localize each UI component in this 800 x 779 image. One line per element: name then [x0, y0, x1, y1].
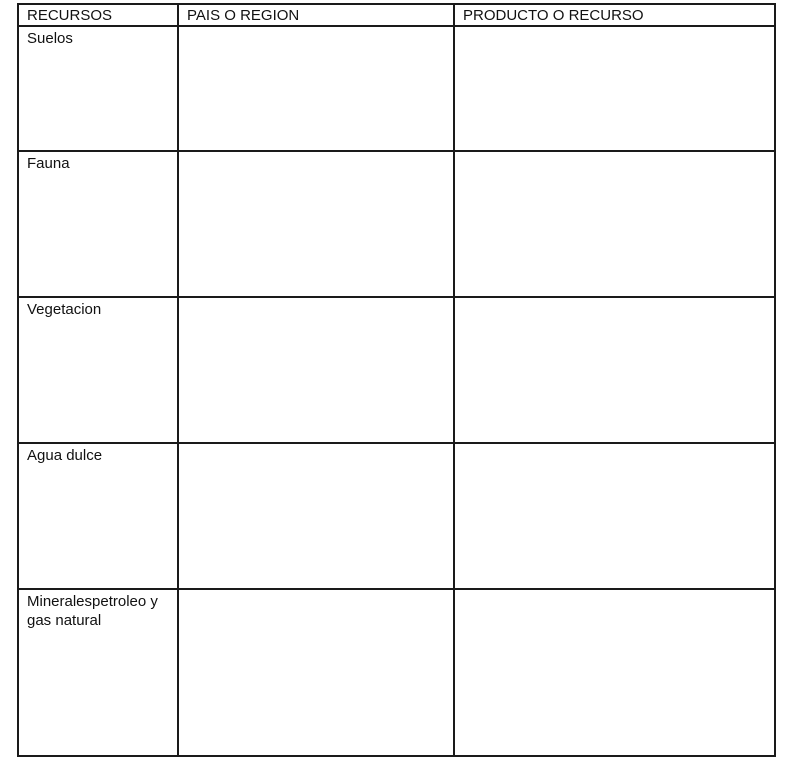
- header-recursos: RECURSOS: [18, 4, 178, 26]
- resource-label: Agua dulce: [27, 447, 103, 464]
- resource-label: Vegetacion: [27, 301, 102, 318]
- table-row: [18, 151, 775, 297]
- resource-cell: [18, 443, 178, 589]
- region-cell[interactable]: [178, 26, 454, 151]
- region-cell[interactable]: [178, 297, 454, 443]
- product-cell[interactable]: [454, 297, 775, 443]
- resource-cell: [18, 26, 178, 151]
- product-cell[interactable]: [454, 589, 775, 756]
- product-cell[interactable]: [454, 443, 775, 589]
- region-cell[interactable]: [178, 589, 454, 756]
- table-row: [18, 443, 775, 589]
- table-row: [18, 26, 775, 151]
- resource-label: Mineralespetroleo y gas natural: [27, 593, 158, 629]
- header-row: [18, 4, 775, 26]
- table-row: [18, 589, 775, 756]
- region-cell[interactable]: [178, 151, 454, 297]
- resource-label: Suelos: [27, 30, 73, 47]
- header-pais-o-region: PAIS O REGION: [178, 4, 454, 26]
- table-row: [18, 297, 775, 443]
- header-producto-o-recurso: PRODUCTO O RECURSO: [454, 4, 775, 26]
- resource-cell: [18, 151, 178, 297]
- resource-label: Fauna: [27, 155, 70, 172]
- product-cell[interactable]: [454, 26, 775, 151]
- region-cell[interactable]: [178, 443, 454, 589]
- resource-cell: [18, 589, 178, 756]
- resource-cell: [18, 297, 178, 443]
- resources-table: [17, 3, 776, 757]
- product-cell[interactable]: [454, 151, 775, 297]
